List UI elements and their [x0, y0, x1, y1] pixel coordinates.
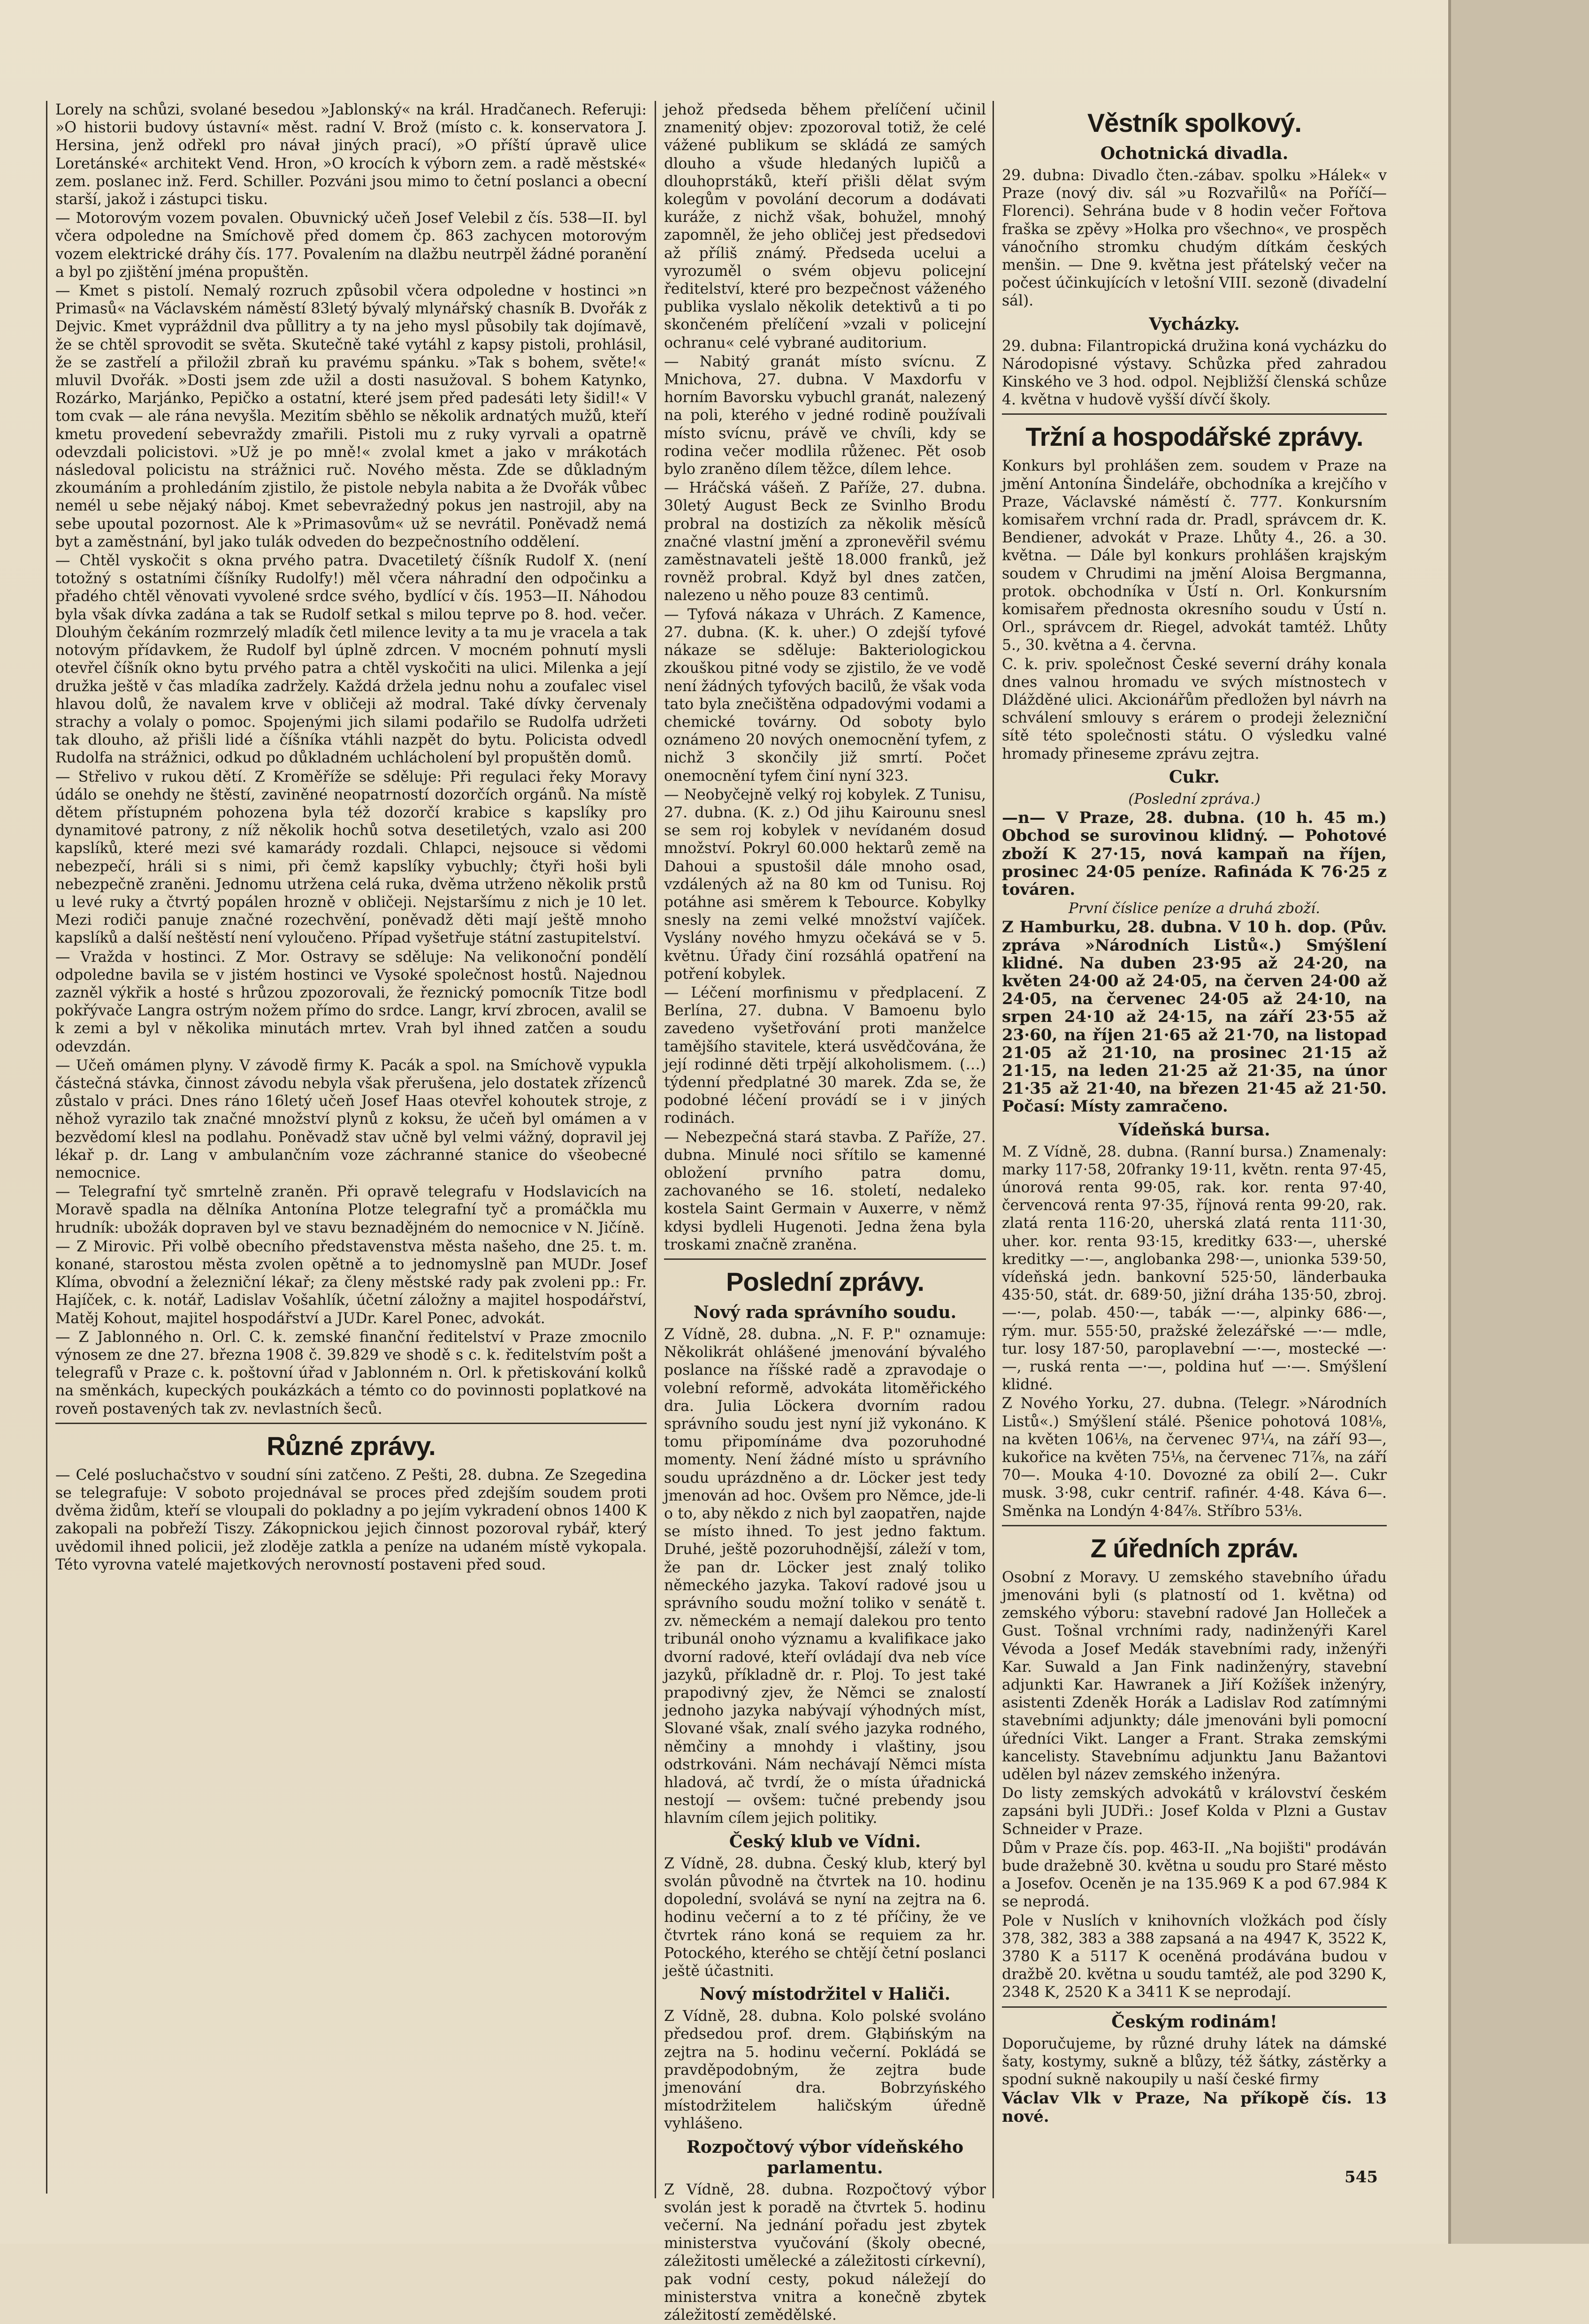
section-heading-uradni: Z úředních zpráv.	[1090, 1533, 1299, 1563]
article-paragraph: Pole v Nuslích v knihovních vložkách pod čísly 378, 382, 383 a 388 zapsaná a na 4947 K, 3522 K, 3780 K a 5117 K oceněná prodávána budou v dražbě 20. května u soudu tamtéž, ale pod 3290 K, 2348 K, 2520 K a 3411 K se neprodají.	[1002, 1912, 1387, 2001]
cukr-footnote: První číslice peníze a druhá zboží.	[1068, 900, 1321, 917]
article-paragraph: — Z Jablonného n. Orl. C. k. zemské finanční ředitelství v Praze zmocnilo výnosem ze dne 27. března 1908 č. 39.829 ve shodě s c. k. ředitelstvím pošt a telegrafů v Praze c. k. poštovní úřad v Jablonném n. Orl. k přetiskování kolků na směnkách, kupeckých poukázkách a témto co do povinnosti poplatkové na roveň postavených tak zv. nevlastních šeců.	[55, 1328, 647, 1417]
news-text: Z Vídně, 28. dubna. Český klub, který byl svolán původně na čtvrtek na 10. hodinu dopolední, svolává se nyní na zejtra na 6. hodinu večerní a to z té příčiny, že ve čtvrtek ráno koná se requiem za hr. Potockého, kterého se chtějí četní poslanci ještě účastniti.	[664, 1855, 986, 1980]
news-title: Nový rada správního soudu.	[693, 1303, 957, 1322]
article-paragraph: Osobní z Moravy. U zemského stavebního úřadu jmenováni byli (s platností od 1. května) od zemského výboru: stavební radové Jan Holleček a Gust. Tošnal vrchními rady, nadinženýři Karel Vévoda a Josef Medák stavebními rady, inženýři Kar. Suwald a Jan Fink nadinženýry, stavební adjunkti Kar. Hawranek a Jiří Kožíšek inženýry, asistenti Zdeněk Horák a Ladislav Rod zatímnými stavebními adjunkty; dále jmenováni byli pomocní úředníci Vikt. Langer a Frant. Straka zemskými kancelisty. Stavebnímu adjunktu Janu Bažantovi udělen byl název zemského inženýra.	[1002, 1569, 1387, 1783]
article-paragraph: 29. dubna: Divadlo čten.-zábav. spolku »Hálek« v Praze (nový div. sál »u Rozvařilů« na Poříčí—Florenci). Sehrána bude v 8 hodin večer Fořtova fraška se zpěvy »Holka pro všechno«, ve prospěch vánočního stromku chudým dítkám českých menšin. — Dne 9. května jest přátelský večer na počest účinkujících v letošní VIII. sezoně (divadelní sál).	[1002, 167, 1387, 310]
advert-firm: Václav Vlk v Praze, Na příkopě čís. 13 nové.	[1002, 2089, 1387, 2126]
article-paragraph: Do listy zemských advokátů v království českém zapsáni byli JUDři.: Josef Kolda v Plzni a Gustav Schneider v Praze.	[1002, 1785, 1387, 1838]
column-rule-1	[655, 101, 656, 2198]
column-rule-2	[993, 101, 994, 2198]
section-rule	[55, 1423, 647, 1424]
article-paragraph: — Tyfová nákaza v Uhrách. Z Kamence, 27. dubna. (K. k. uher.) O zdejší tyfové nákaze se sděluje: Bakteriologickou zkouškou pitné vody se zjistilo, že ve vodě není žádných tyfových bacilů, že však voda tato byla znečištěna odpadovými vodami a chemické továrny. Od soboty bylo oznámeno 20 nových onemocnění tyfem, z nichž 3 skončily již smrtí. Počet onemocnění tyfem činí nyní 323.	[664, 606, 986, 785]
article-paragraph: — Střelivo v rukou dětí. Z Kroměříže se sděluje: Při regulaci řeky Moravy údálo se onehdy ne štěstí, zaviněné neopatrností dozorčích orgánů. Na místě dětem přístupném pohozena byla též dozorčí krabice s kapslíky pro dynamitové patrony, z níž několik hochů sotva desetiletých, vzalo asi 200 kapslíků, které mezi své kamarády rozdali. Chlapci, nejsouce si vědomi nebezpečí, hráli si s nimi, při čemž kapslíky vybuchly; čtyři hoši byli nebezpečně zraněni. Jednomu utržena celá ruka, dvěma utrženo několik prstů u levé ruky a čtvrtý popálen hrozně v obličeji. Nejstaršímu z nich je 10 let. Mezi rodiči panuje značné rozechvění, poněvadž děti mají ještě mnoho kapslíků a další neštěstí není vyloučeno. Případ vyšetřuje státní zastupitelství.	[55, 768, 647, 947]
section-heading-posledni: Poslední zprávy.	[726, 1267, 924, 1296]
news-title: Český klub ve Vídni.	[729, 1831, 921, 1852]
subheading-vychazky: Vycházky.	[1149, 314, 1240, 334]
article-paragraph: — Z Mirovic. Při volbě obecního představenstva města našeho, dne 25. t. m. konané, starostou města zvolen opětně a to jednomyslně pan MUDr. Josef Klíma, obvodní a železniční lékař; za členy městské rady pak zvoleni pp.: Fr. Hajíček, c. k. notář, Ladislav Vošahlík, účetní záložny a majitel hospodářství, Matěj Kohout, majitel hospodářství a JUDr. Karel Ponec, advokát.	[55, 1238, 647, 1327]
section-rule	[1002, 1525, 1387, 1526]
hamburk-report: Z Hamburku, 28. dubna. V 10 h. dop. (Pův. zpráva »Národních Listů«.) Smýšlení klidné. Na duben 23·95 až 24·20, na květen 24·00 až 24·05, na červen 24·00 až 24·05, na červenec 24·05 až 24·10, na srpen 24·10 až 24·15, na září 23·55 až 23·60, na říjen 21·65 až 21·70, na listopad 21·05 až 21·10, na prosinec 21·15 až 21·15, na leden 21·25 až 21·35, na únor 21·35 až 21·40, na březen 21·45 až 21·50. Počasí: Místy zamračeno.	[1002, 918, 1387, 1116]
column-middle	[664, 101, 986, 2324]
article-paragraph: — Neobyčejně velký roj kobylek. Z Tunisu, 27. dubna. (K. z.) Od jihu Kairounu snesl se sem roj kobylek v nevídaném dosud množství. Pokryl 60.000 hektarů země na Dahoui a spustošil dále mnoho osad, vzdálených až na 80 km od Tunisu. Roj potáhne asi směrem k Tebource. Kobylky snesly na zemi velké množství vajíček. Vyslány nového hmyzu očekává se v 5. květnu. Úřady činí rozsáhlá opatření na potření kobylek.	[664, 786, 986, 983]
article-paragraph: — Nabitý granát místo svícnu. Z Mnichova, 27. dubna. V Maxdorfu v horním Bavorsku vybuchl granát, nalezený na poli, kterého v jedné rodině používali místo svícnu, právě ve chvíli, kdy se rodina večer modlila růženec. Pět osob bylo zraněno dílem těžce, dílem lehce.	[664, 353, 986, 478]
article-paragraph: — Hráčská vášeň. Z Paříže, 27. dubna. 30letý August Beck ze Svinlho Brodu probral na dostizích za několik měsíců značné vlastní jmění a zpronevěřil svému zaměstnavateli ještě 18.000 franků, jež rovněž probral. Když byl dnes zatčen, nalezeno u něho pouze 83 centimů.	[664, 480, 986, 604]
news-text: Z Vídně, 28. dubna. Kolo polské svoláno předsedou prof. drem. Głąbińským na zejtra na 5. hodinu večerní. Pokládá se pravděpodobným, že zejtra bude jmenování dra. Bobrzyńského místodržitelem haličským úředně vyhlášeno.	[664, 2008, 986, 2133]
section-heading-vestnik: Věstník spolkový.	[1087, 108, 1302, 137]
news-text: Z Vídně, 28. dubna. Rozpočtový výbor svolán jest k poradě na čtvrtek 5. hodinu večerní. Na jednání pořadu jest zbytek ministerstva vyučování (školy obecné, záležitosti umělecké a záležitosti církevní), pak vodní cesty, pokud náležejí do ministerstva vnitra a konečně zbytek záležitostí zemědělské.	[664, 2181, 986, 2324]
article-paragraph: Konkurs byl prohlášen zem. soudem v Praze na jmění Antonína Šindeláře, obchodníka a krejčího v Praze, Václavské náměstí č. 777. Konkursním komisařem vrchní rada dr. Pradl, správcem dr. K. Bendiener, advokát v Praze. Lhůty 4., 26. a 30. května. — Dále byl konkurs prohlášen krajským soudem v Chrudimi na jmění Aloisa Bergmanna, protok. obchodníka v Ústí n. Orl. Konkursním komisařem přednosta okresního soudu v Ústí n. Orl., správcem dr. Riegel, advokát tamtéž. Lhůty 5., 30. května a 4. června.	[1002, 457, 1387, 654]
article-paragraph: — Telegrafní tyč smrtelně zraněn. Při opravě telegrafu v Hodslavicích na Moravě spadla na dělníka Antonína Plotze telegrafní tyč a promáčkla mu hrudník: ubožák dopraven byl ve stavu beznadějném do nemocnice v N. Jičíně.	[55, 1183, 647, 1236]
article-paragraph: — Chtěl vyskočit s okna prvého patra. Dvacetiletý číšník Rudolf X. (není totožný s ostatními číšníky Rudolfy!) měl včera náhradní den odpočinku a přadého chtěl věnovati vyvolené srdce svého, bydlící v čís. 1953—II. Náhodou byla však dívka zadána a tak se Rudolf setkal s milou teprve po 8. hod. večer. Dlouhým čekáním rozmrzelý mladík četl milence levity a ta mu je vracela a tak notovým přídavkem, že Rudolf byl úplně zdrcen. V mocném pohnutí mysli otevřel číšník okno bytu prvého patra a chtěl vyskočiti na ulici. Milenka a její družka ještě v čas mladíka zadržely. Každá držela jednu nohu a zoufalec visel hlavou dolů, že navalem krve v obličeji až modral. Také dívky červenaly strachy a volaly o pomoc. Spojenými jich silami podařilo se Rudolfa udržeti tak dlouho, až přišli lidé a číšníka vtáhli nazpět do bytu. Policista odvedl Rudolfa na strážnici, odkud po důkladném uchlácholení byl propuštěn domů.	[55, 552, 647, 767]
column-rule-left	[46, 101, 47, 2194]
section-heading-ruzne: Různé zprávy.	[267, 1431, 435, 1461]
news-text: Z Vídně, 28. dubna. „N. F. P." oznamuje: Několikrát ohlášené jmenování bývalého poslance na říšské radě a zpravodaje o volební reformě, advokáta litoměřického dra. Julia Löckera dvorním radou správního soudu jest nyní již vykonáno. K tomu připomínáme dva pozoruhodné momenty. Není žádné místo u správního soudu uprázdněno a dr. Löcker jest tedy jmenován ad hoc. Ovšem pro Němce, jde-li o to, aby někdo z nich byl zaopatřen, najde se místo ihned. To jest jedno faktum. Druhé, ještě pozoruhodnější, záleží v tom, že pan dr. Löcker jest znalý toliko německého jazyka. Takoví radové jsou u správního soudu možní toliko v senátě t. zv. německém a nemají dalekou pro tento tribunál onoho významu a kvalifikace jako dvorní radové, kteří ovládají dva neb více jazyků, příkladně dr. r. Ploj. To jest také prapodivný zjev, že Němci se znalostí jednoho jazyka nabývají výhodných míst, Slované však, znalí svého jazyka rodného, němčiny a mnohdy i vlaštiny, jsou odstrkováni. Nám nechávají Němci místa hladová, ač tvrdí, že o místa úřadnická nestojí — ovšem: tučné prebendy jsou hlavním cílem jejich politiky.	[664, 1326, 986, 1827]
subheading-cukr: Cukr.	[1169, 767, 1220, 787]
burza-report: M. Z Vídně, 28. dubna. (Ranní bursa.) Znamenaly: marky 117·58, 20franky 19·11, květn. renta 97·45, únorová renta 99·05, rak. kor. renta 97·40, červencová renta 97·35, říjnová renta 99·20, rak. zlatá renta 116·20, uherská zlatá renta 111·30, uher. kor. renta 93·15, kreditky 633·—, uherské kreditky —·—, anglobanka 298·—, unionka 539·50, vídeňská jedn. bankovní 525·50, länderbauka 435·50, stát. dr. 689·50, jižní dráha 135·50, zbroj. —·—, polab. 450·—, tabák —·—, alpinky 686·—, rým. mur. 555·50, pražské železářské —·— mdle, tur. losy 187·50, paroplavební —·—, mostecké —·—, ruská renta —·—, poldina huť —·—. Smýšlení klidné.	[1002, 1143, 1387, 1394]
article-paragraph: — Vražda v hostinci. Z Mor. Ostravy se sděluje: Na velikonoční pondělí odpoledne bavila se v jistém hostinci ve Vysoké společnost hostů. Najednou zazněl výkřik a hosté s hrůzou zpozorovali, že řeznický pomocník Titze bodl pokřývače Langra ostrým nožem přímo do srdce. Langr, krví zbrocen, avalil se k zemi a byl v několika minutách mrtev. Vrah byl ihned zatčen a soudu odevzdán.	[55, 948, 647, 1055]
article-paragraph: Dům v Praze čís. pop. 463-II. „Na bojišti" prodáván bude dražebně 30. května u soudu pro Staré město a Josefov. Oceněn je na 135.969 K a pod 67.984 K se neprodá.	[1002, 1839, 1387, 1911]
newyork-report: Z Nového Yorku, 27. dubna. (Telegr. »Národních Listů«.) Smýšlení stálé. Pšenice pohotová 108⅛, na květen 106⅛, na červenec 97¼, na září 93—, kukořice na květen 75⅛, na červenec 71⅞, na září 70—. Mouka 4·10. Dovozné za obilí 2—. Cukr musk. 3·98, cukr centrif. rafinér. 4·48. Káva 6—. Směnka na Londýn 4·84⅞. Stříbro 53⅛.	[1002, 1395, 1387, 1520]
article-paragraph: — Učeň omámen plyny. V závodě firmy K. Pacák a spol. na Smíchově vypukla částečná stávka, činnost závodu nebyla však přerušena, jelo dostatek zřízenců zůstalo v práci. Dnes ráno 16letý učeň Josef Haas otevřel kohoutek stroje, z něhož vyrazilo tak značné množství plynů z koksu, že učeň byl omámen a v bezvědomí klesl na podlahu. Poněvadž stav učně byl velmi vážný, dopravil jej lékař p. dr. Lang v ambulančním voze záchranné stanice do všeobecné nemocnice.	[55, 1057, 647, 1181]
news-title: Nový místodržitel v Haliči.	[699, 1984, 951, 2004]
cukr-note: (Poslední zpráva.)	[1128, 790, 1261, 808]
advert-heading: Českým rodinám!	[1111, 2012, 1277, 2032]
article-paragraph: — Léčení morfinismu v předplacení. Z Berlína, 27. dubna. V Bamoenu bylo zavedeno vyšetřování proti manželce tamějšího stavitele, která usvědčována, že její rodinné děti trpějí alkoholismem. (…) týdenní předplatné 30 marek. Zda se, že podobné léčení provádí se i v jiných rodinách.	[664, 984, 986, 1127]
article-paragraph: jehož předseda během přelíčení učinil znamenitý objev: zpozoroval totiž, že celé vážené publikum se skládá ze samých dlouho a všude hledaných lupičů a dlouhoprstáků, kteří přišli dělat svým kolegům v povolání decorum a dodávati kuráže, z nichž však, bohužel, mnohý zapomněl, že jeho obličej jest předsedovi až příliš známý. Předseda ucelui a vyrozuměl o svém objevu policejní ředitelství, které pro bezpečnost váženého publika vyslalo několik detektivů a ti po skončeném přelíčení »vzali v policejní ochranu« celé vybrané auditorium.	[664, 101, 986, 351]
section-rule	[1002, 413, 1387, 415]
section-rule	[1002, 2006, 1387, 2008]
column-left	[55, 101, 647, 2198]
subheading-ochotnicka: Ochotnická divadla.	[1100, 144, 1289, 163]
article-paragraph: 29. dubna: Filantropická družina koná vycházku do Národopisné výstavy. Schůzka před zahradou Kinského ve 3 hod. odpol. Nejbližší členská schůze 4. května v hudově vyšší dívčí školy.	[1002, 337, 1387, 409]
article-paragraph: — Celé posluchačstvo v soudní síni zatčeno. Z Pešti, 28. dubna. Ze Szegedina se telegrafuje: V soboto projednával se proces před zdejším soudem proti dvěma židům, kteří se vloupali do pokladny a po jejím vykradení obnos 1400 K zakopali na pobřeží Tiszy. Zákopnickou jejich činnost pozoroval rybář, který uvědomil ihned policii, jež zloděje zatkla a peníze na udaném místě vykopala. Této vyrovna vatelé majetkových nerovností postaveni před soud.	[55, 1466, 647, 1573]
subheading-burza: Vídeňská bursa.	[1118, 1120, 1270, 1140]
article-paragraph: — Nebezpečná stará stavba. Z Paříže, 27. dubna. Minulé noci sřítilo se kamenné obložení prvního patra domu, zachovaného se 16. století, nedaleko kostela Saint Germain v Auxerre, v němž kdysi bydleli Hugenoti. Jedna žena byla troskami značně zraněna.	[664, 1128, 986, 1253]
article-paragraph: — Motorovým vozem povalen. Obuvnický učeň Josef Velebil z čís. 538—II. byl včera odpoledne na Smíchově před domem čp. 863 zachycen motorovým vozem elektrické dráhy čís. 177. Povalením na dlažbu neutrpěl žádné poranění a byl po zjištění jména propuštěn.	[55, 210, 647, 281]
news-title: Rozpočtový výbor vídeňského parlamentu.	[686, 2137, 964, 2178]
advert-text: Doporučujeme, by různé druhy látek na dámské šaty, kostymy, sukně a blůzy, též šátky, zástěrky a spodní sukně nakoupily u naší české firmy	[1002, 2035, 1387, 2088]
article-paragraph: C. k. priv. společnost České severní dráhy konala dnes valnou hromadu ve svých místnostech v Dlážděné ulici. Akcionářům předložen byl návrh na schválení smlouvy s erárem o prodeji železniční sítě této společnosti státu. O výsledku valné hromady přineseme zprávu zejtra.	[1002, 655, 1387, 762]
section-heading-trzni: Tržní a hospodářské zprávy.	[1025, 422, 1363, 452]
scan-margin	[1448, 0, 1589, 2244]
page-number: 545	[1345, 2168, 1378, 2187]
column-right	[1002, 101, 1387, 2198]
cukr-report: —n— V Praze, 28. dubna. (10 h. 45 m.) Obchod se surovinou klidný. — Pohotové zboží K 27·15, nová kampaň na říjen, prosinec 24·05 peníze. Rafináda K 76·25 z továren.	[1002, 808, 1387, 899]
article-paragraph: — Kmet s pistolí. Nemalý rozruch způsobil včera odpoledne v hostinci »n Primasů« na Václavském náměstí 83letý bývalý mlynářský chasník B. Dvořák z Dejvic. Kmet vypráždnil dva půllitry a ty na jeho mysl působily tak dojímavě, že se chtěl sprovodit se světa. Skutečně také vytáhl z kapsy pistoli, prohlásil, že se zastřelí a přiložil zbraň ku pravému spánku. »Tak s bohem, světe!« mluvil Dvořák. »Dosti jsem zde užil a dosti nasužoval. S bohem Katynko, Rozárko, Marjánko, Pepičko a ostatní, které jsem před padesáti lety šidil!« V tom cvak — ale rána nevyšla. Mezitím sběhlo se několik ardnatých mužů, kteří kmetu provedení sebevraždy zmařili. Pistoli mu z ruky vyrvali a opatrně odevzdali policistovi. »Už je po mně!« zvolal kmet a jako v mrákotách následoval policistu na strážnici ruč. Nového města. Zde se důkladným zkoumáním a prohledáním zjistilo, že pistole nebyla nabita a že Dvořák vůbec nemél u sebe nějaký náboj. Kmet sebevražedný pokus jen nastrojil, aby na sebe upoutal pozornost. Ale k »Primasovům« už se nevrátil. Poněvadž nemá byt a zaměstnání, byl jako tulák odveden do bezpečnostního oddělení.	[55, 282, 647, 550]
section-rule	[664, 1258, 986, 1260]
article-paragraph: Lorely na schůzi, svolané besedou »Jablonský« na král. Hradčanech. Referuji: »O historii budovy ústavní« měst. radní V. Brož (místo c. k. konservatora J. Hersina, jenž odřekl pro návał jiných prací), »O příští úpravě ulice Loretánské« architekt Vend. Hron, »O krocích k výborn zem. a radě městské« zem. poslanec inž. Ferd. Schiller. Pozváni jsou mimo to četní poslanci a obecní starší, jakož i zástupci tisku.	[55, 101, 647, 208]
